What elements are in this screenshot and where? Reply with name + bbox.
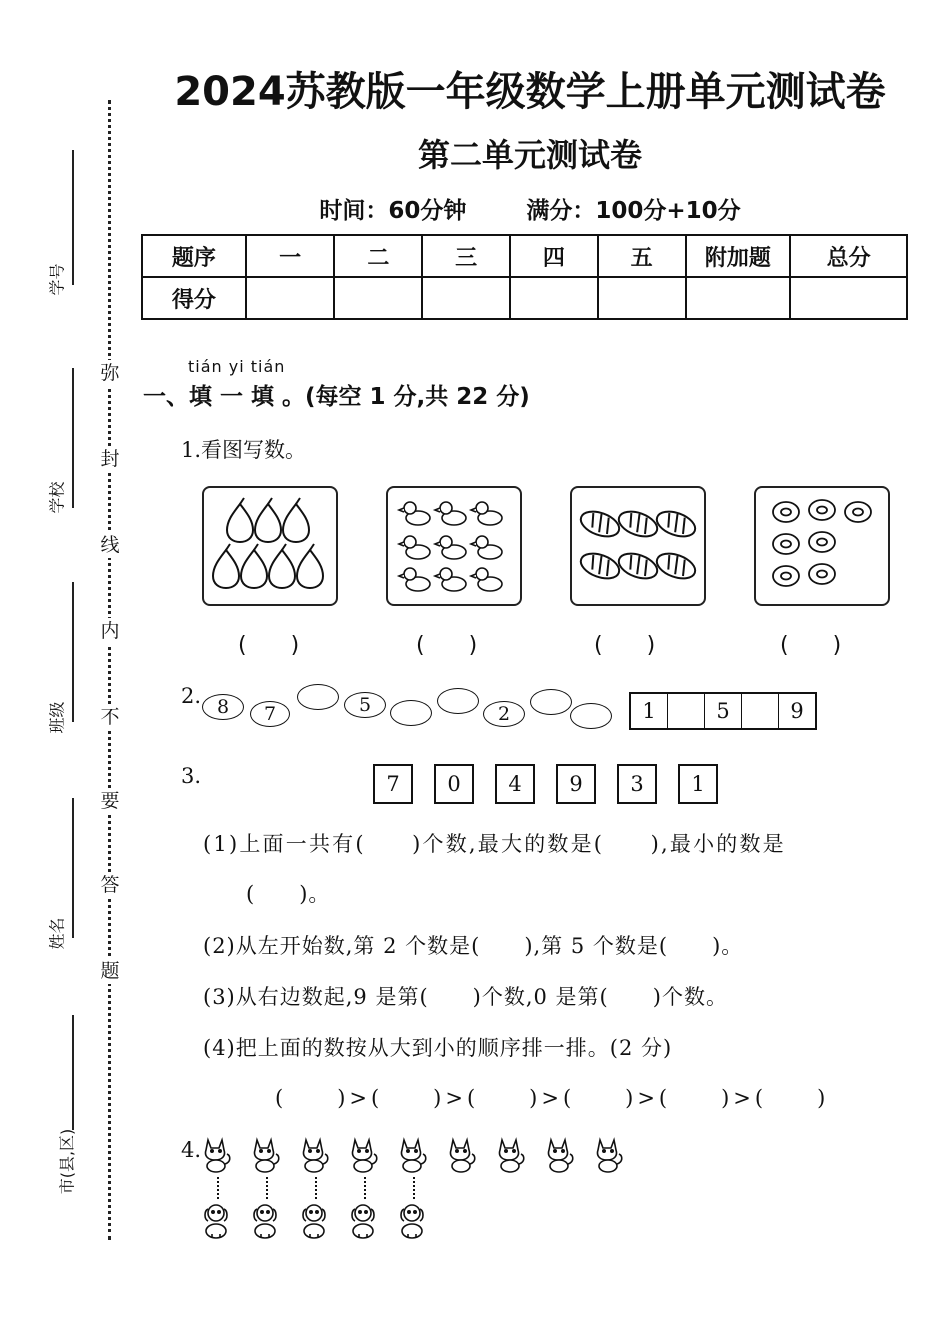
table-cell: 三 — [422, 235, 510, 277]
cat-icon — [494, 1134, 528, 1178]
cat-icon — [592, 1134, 626, 1178]
table-cell: 二 — [334, 235, 422, 277]
dog-icon — [347, 1200, 381, 1244]
exam-full-score: 满分：100分+10分 — [526, 198, 741, 224]
order-answer-line[interactable]: ( )>( )>( )>( )>( )>( ) — [275, 1086, 830, 1110]
question-4-label: 4. — [181, 1138, 202, 1162]
seal-char: 题 — [98, 958, 122, 984]
number-card: 4 — [495, 764, 535, 804]
number-bubble: 5 — [344, 692, 386, 718]
seal-char: 不 — [98, 704, 122, 730]
seal-char: 内 — [98, 618, 122, 644]
match-dotted-line — [217, 1177, 219, 1199]
number-bubble: 8 — [202, 694, 244, 720]
cat-icon — [445, 1134, 479, 1178]
binding-dotted-line — [108, 100, 111, 1240]
score-table — [141, 234, 908, 320]
seal-char: 要 — [98, 788, 122, 814]
number-bubble: 2 — [483, 701, 525, 727]
seal-char: 弥 — [98, 360, 122, 386]
number-sequence-box — [629, 692, 817, 730]
dog-icon — [249, 1200, 283, 1244]
score-input-cell[interactable] — [510, 277, 598, 319]
bread-icon — [572, 488, 704, 604]
match-dotted-line — [315, 1177, 317, 1199]
cat-icon — [543, 1134, 577, 1178]
section-heading: 一、填 一 填 。(每空 1 分,共 22 分) — [143, 384, 530, 410]
school-label: 学校 — [47, 481, 67, 514]
question-3-sub-1: (1)上面一共有( )个数,最大的数是( ),最小的数是 — [203, 832, 786, 856]
answer-blank[interactable]: ( ) — [594, 633, 656, 658]
table-cell: 一 — [246, 235, 335, 277]
cat-icon — [298, 1134, 332, 1178]
number-bubble-blank[interactable] — [530, 689, 572, 715]
match-dotted-line — [413, 1177, 415, 1199]
donut-icon — [756, 488, 888, 604]
question-3-sub-3: (3)从右边数起,9 是第( )个数,0 是第( )个数。 — [203, 985, 728, 1009]
score-input-cell[interactable] — [422, 277, 510, 319]
sequence-cell-blank[interactable] — [742, 694, 779, 728]
exam-meta — [160, 192, 900, 225]
answer-blank[interactable]: ( ) — [416, 633, 478, 658]
duck-picture — [386, 486, 522, 606]
student-id-label: 学号 — [47, 263, 67, 296]
bread-picture — [570, 486, 706, 606]
score-table-score-row — [142, 277, 907, 319]
duck-icon — [388, 488, 520, 604]
exam-time: 时间：60分钟 — [319, 198, 467, 224]
question-2-label: 2. — [181, 684, 202, 708]
score-table-header-row — [142, 235, 907, 277]
match-dotted-line — [364, 1177, 366, 1199]
sequence-cell: 9 — [790, 699, 804, 723]
number-bubble-blank[interactable] — [390, 700, 432, 726]
pear-picture — [202, 486, 338, 606]
answer-blank[interactable]: ( ) — [780, 633, 842, 658]
question-3-sub-2: (2)从左开始数,第 2 个数是( ),第 5 个数是( )。 — [203, 934, 744, 958]
number-card: 0 — [434, 764, 474, 804]
name-label: 姓名 — [47, 917, 67, 950]
question-3-sub-4: (4)把上面的数按从大到小的顺序排一排。(2 分) — [203, 1036, 673, 1060]
sequence-cell-blank[interactable] — [668, 694, 705, 728]
question-3-sub-1-cont: ( )。 — [246, 882, 331, 906]
donut-picture — [754, 486, 890, 606]
score-input-cell[interactable] — [246, 277, 335, 319]
score-input-cell[interactable] — [598, 277, 686, 319]
number-card: 7 — [373, 764, 413, 804]
number-bubble: 7 — [250, 701, 290, 727]
page-subtitle: 第二单元测试卷 — [417, 136, 642, 174]
class-label: 班级 — [47, 701, 67, 734]
seal-char: 答 — [98, 872, 122, 898]
cat-icon — [396, 1134, 430, 1178]
number-card: 9 — [556, 764, 596, 804]
number-card: 1 — [678, 764, 718, 804]
page-title: 2024苏教版一年级数学上册单元测试卷 — [174, 69, 886, 115]
number-bubble-blank[interactable] — [570, 703, 612, 729]
answer-blank[interactable]: ( ) — [238, 633, 300, 658]
score-input-cell[interactable] — [790, 277, 907, 319]
sequence-cell: 1 — [631, 694, 668, 728]
score-input-cell[interactable] — [334, 277, 422, 319]
table-cell: 五 — [598, 235, 686, 277]
seal-char: 封 — [98, 446, 122, 472]
sequence-cell: 5 — [705, 694, 742, 728]
question-1-label: 1.看图写数。 — [181, 438, 307, 462]
number-bubble-blank[interactable] — [297, 684, 339, 710]
dog-icon — [200, 1200, 234, 1244]
table-cell: 总分 — [790, 235, 907, 277]
seal-char: 线 — [98, 532, 122, 558]
cat-icon — [200, 1134, 234, 1178]
table-cell: 得分 — [142, 277, 246, 319]
cat-icon — [347, 1134, 381, 1178]
table-cell: 题序 — [142, 235, 246, 277]
question-3-label: 3. — [181, 764, 202, 788]
number-bubble-blank[interactable] — [437, 688, 479, 714]
dog-icon — [396, 1200, 430, 1244]
table-cell: 附加题 — [686, 235, 791, 277]
section-pinyin: tián yi tián — [188, 357, 286, 376]
match-dotted-line — [266, 1177, 268, 1199]
dog-icon — [298, 1200, 332, 1244]
pear-icon — [204, 488, 336, 604]
cat-icon — [249, 1134, 283, 1178]
score-input-cell[interactable] — [686, 277, 791, 319]
city-label: 市(县,区) — [57, 1128, 77, 1195]
number-card: 3 — [617, 764, 657, 804]
table-cell: 四 — [510, 235, 598, 277]
